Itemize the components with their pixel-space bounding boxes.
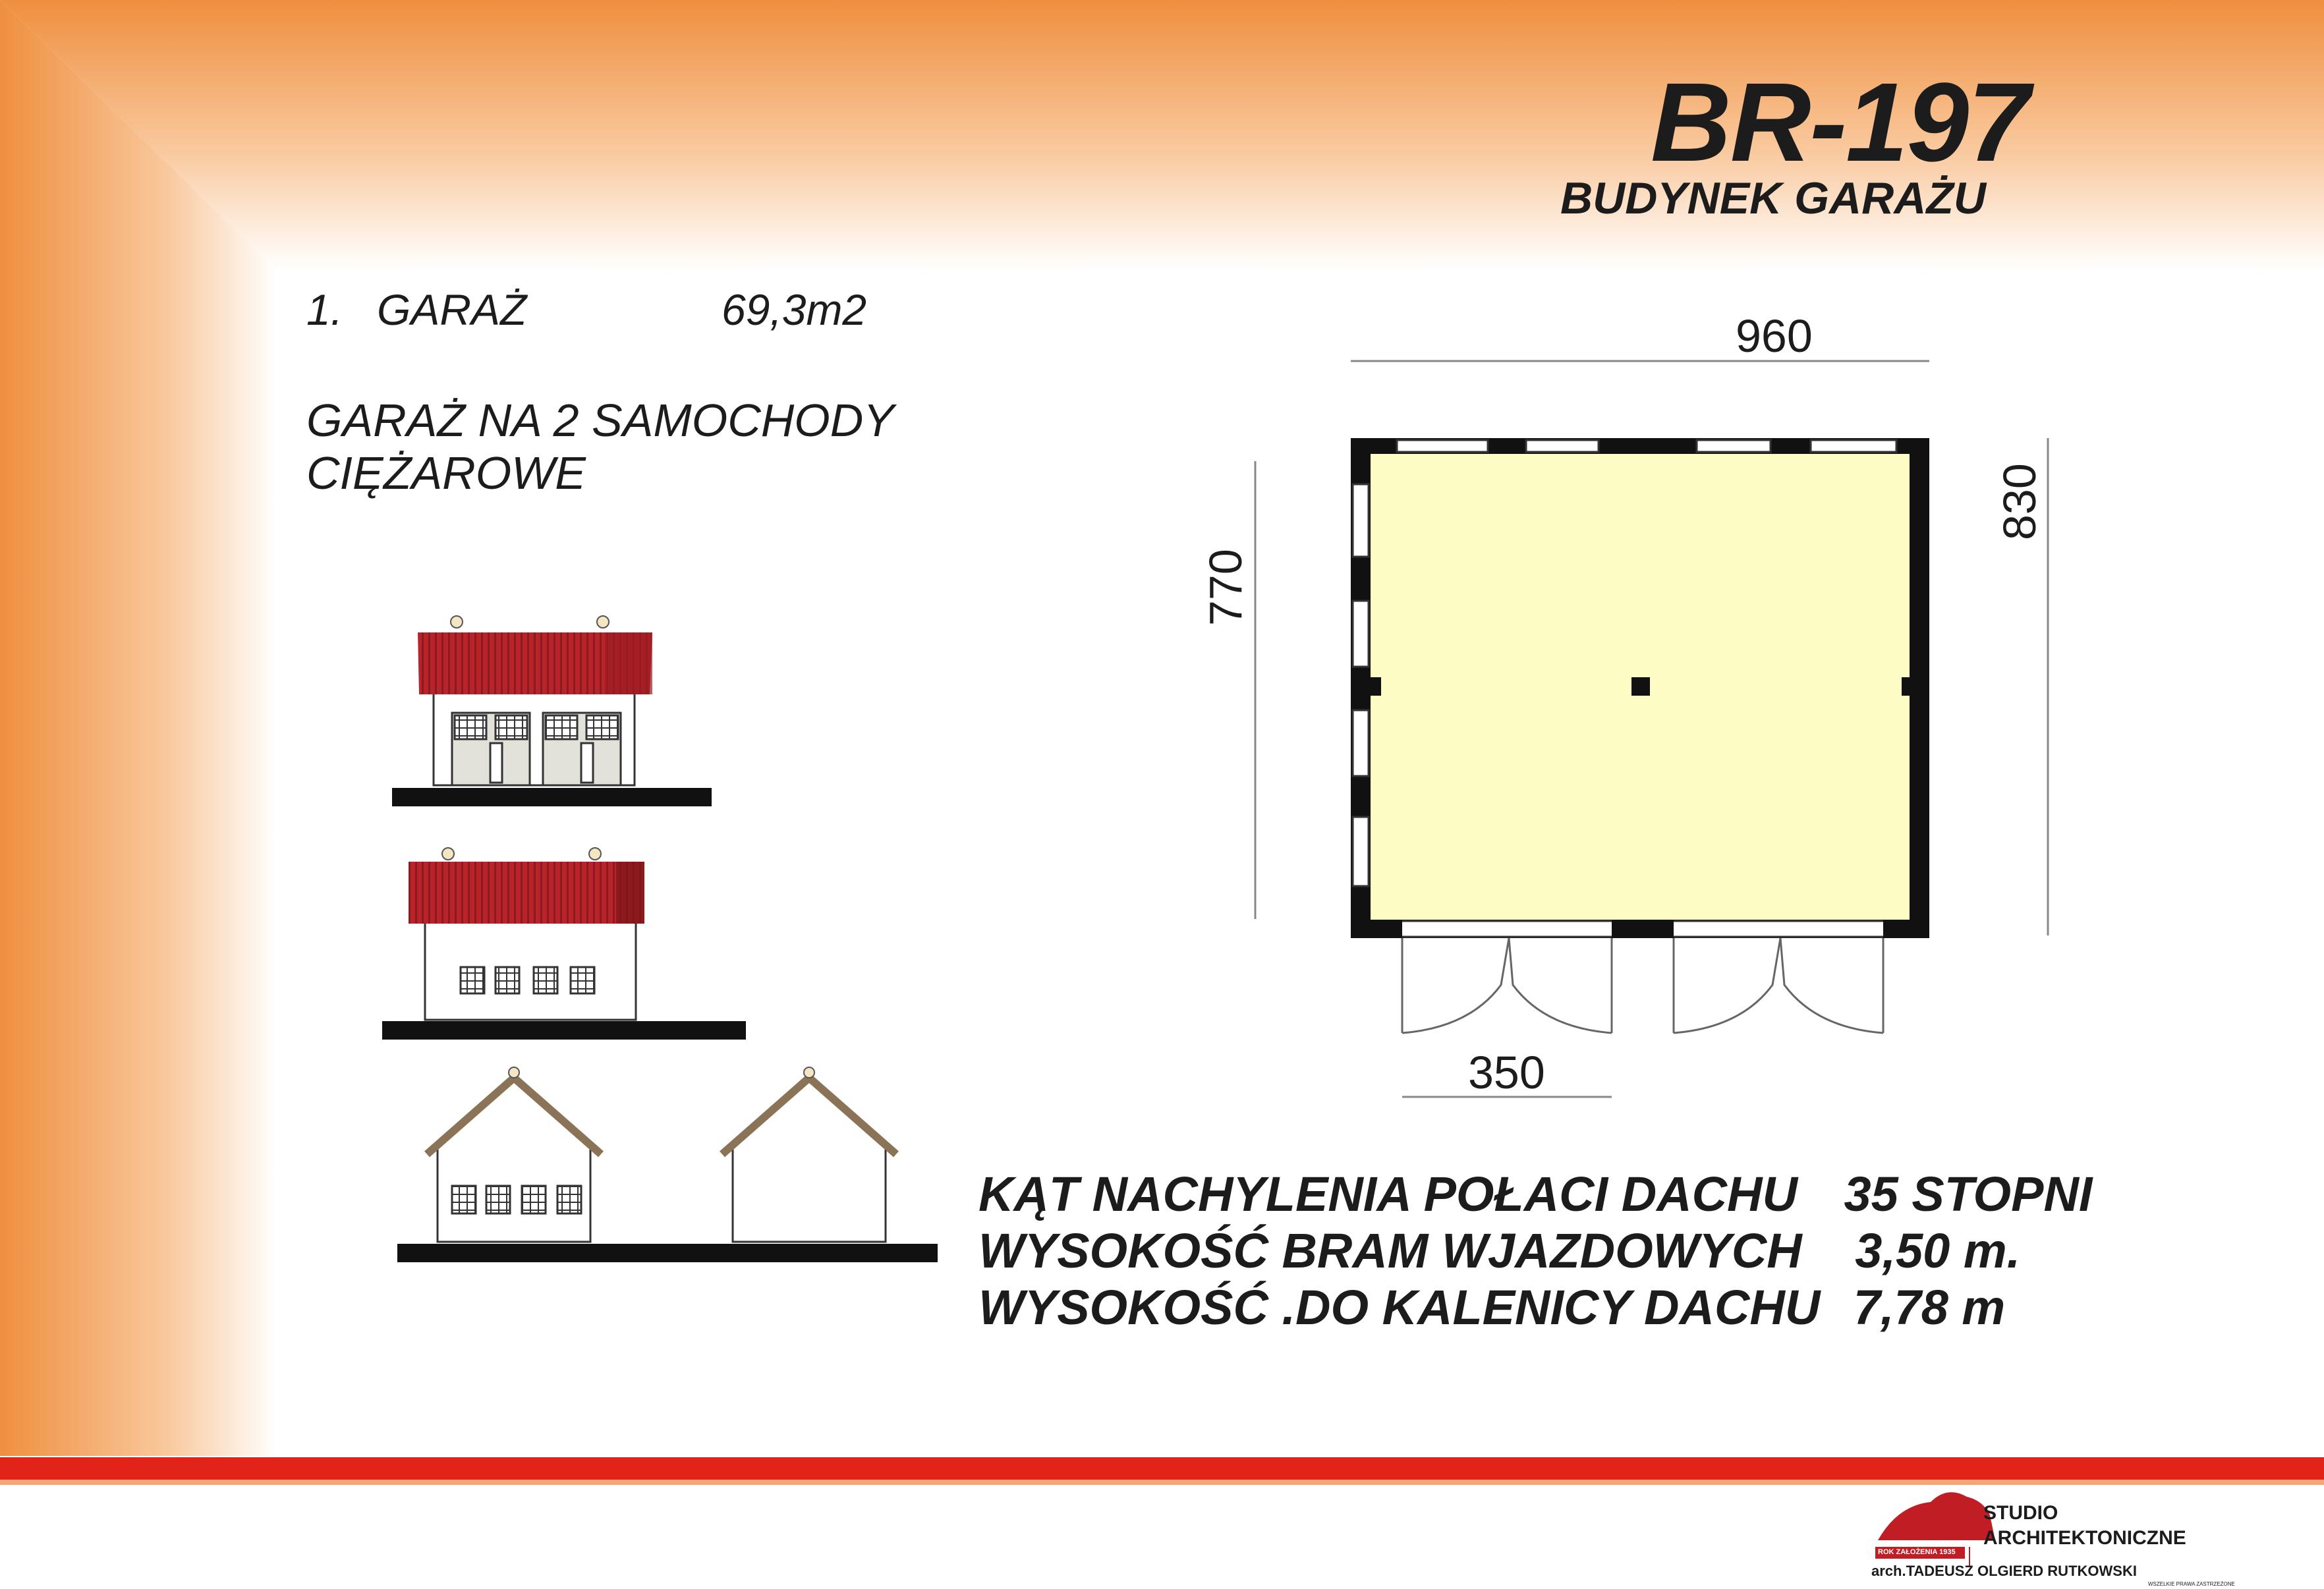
description-line-1: GARAŻ NA 2 SAMOCHODY	[306, 395, 894, 446]
spec-roof-pitch-label: KĄT NACHYLENIA POŁACI DACHU	[978, 1167, 1798, 1221]
spec-ridge-height-value: 7,78 m	[1853, 1280, 2006, 1335]
dimension-left: 770	[1200, 549, 1251, 626]
spec-roof-pitch-value: 35 STOPNI	[1844, 1167, 2093, 1221]
project-subtitle: BUDYNEK GARAŻU	[1560, 173, 1986, 223]
dimension-bottom: 350	[1468, 1047, 1545, 1098]
room-number: 1.	[306, 285, 343, 334]
spec-roof-pitch	[978, 1166, 2092, 1222]
studio-name-line2: ARCHITEKTONICZNE	[1983, 1527, 2186, 1549]
room-name: GARAŻ	[377, 285, 527, 334]
center-column	[1631, 677, 1650, 696]
spec-ridge-height	[978, 1279, 2005, 1335]
project-code: BR-197	[1651, 60, 2029, 185]
studio-founded: ROK ZAŁOŻENIA 1935	[1878, 1548, 1956, 1556]
door-swings	[1402, 938, 1883, 1033]
rights-reserved: WSZELKIE PRAWA ZASTRZEŻONE	[2148, 1581, 2235, 1587]
elevation-front	[392, 616, 712, 806]
ground-line-1	[392, 788, 712, 806]
floor-plan	[1255, 361, 2048, 1097]
room-area: 69,3m2	[722, 285, 867, 334]
dimension-top: 960	[1736, 310, 1813, 362]
elevation-side	[382, 848, 746, 1040]
description-line-2: CIĘŻAROWE	[306, 447, 586, 499]
architect-name: arch.TADEUSZ OLGIERD RUTKOWSKI	[1871, 1563, 2137, 1579]
elevation-gables	[397, 1067, 938, 1262]
studio-name-line1: STUDIO	[1983, 1502, 2058, 1524]
dimension-right: 830	[1994, 463, 2045, 540]
spec-gate-height-value: 3,50 m.	[1855, 1223, 2021, 1278]
spec-ridge-height-label: WYSOKOŚĆ .DO KALENICY DACHU	[978, 1280, 1821, 1335]
spec-gate-height	[978, 1223, 2020, 1279]
building-description	[306, 394, 894, 499]
footer-red-bar	[0, 1457, 2324, 1480]
spec-gate-height-label: WYSOKOŚĆ BRAM WJAZDOWYCH	[978, 1223, 1802, 1278]
